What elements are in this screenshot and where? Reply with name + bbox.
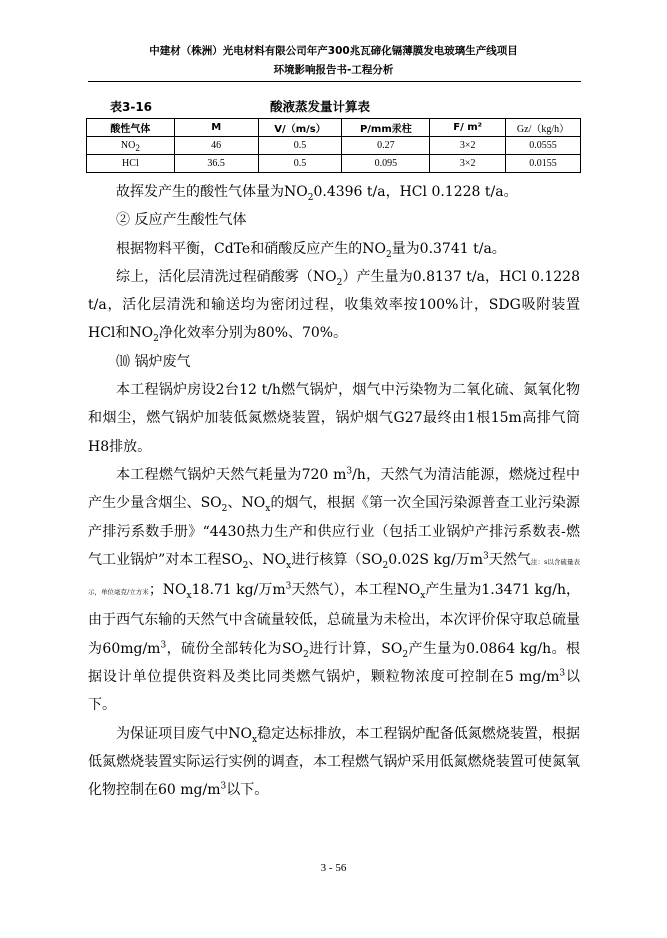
table-cell-gas: HCl [87, 155, 175, 173]
document-header-title: 中建材（株洲）光电材料有限公司年产300兆瓦碲化镉薄膜发电玻璃生产线项目 [149, 45, 518, 57]
table-header-cell: 酸性气体 [87, 119, 175, 137]
footnote-note: 注：s以含硫量表示，单位毫克/立方米 [88, 557, 580, 597]
paragraph: 本工程燃气锅炉天然气耗量为720 $m^3/h$，天然气为清洁能源，燃烧过程中产生少量含烟尘、$SO_2$、$NO_x$的烟气，根据《第一次全国污染源普查工业污染源产排污系数手册》“4430热力生产和供应行业（包括工业锅炉产排污系数表-燃气工业锅炉”对本工程$SO_2$、$NO_x$进行核算（$SO_20.02S$ kg/万$m^3$天然气注：s以含硫量表示，单位毫克/立方米；$NO_x18.71$ kg/万$m^3$天然气），本工程$NO_x$产生量为1.3471 kg/h，由于西气东输的天然气中含硫量较低，总硫量为未检出，本次评价保守取总硫量为$60mg/m^3$，硫份全部转化为$SO_2$进行计算，$SO_2$产生量为0.0864 kg/h。根据设计单位提供资料及类比同类燃气锅炉，颗粒物浓度可控制在5 $mg/m^3$以下。 [88, 466, 581, 714]
table-cell: 0.5 [258, 137, 342, 155]
table-cell: 0.0555 [506, 137, 581, 155]
table-header-cell: F/ m² [430, 119, 506, 137]
table-cell-gas: $NO_2$ [87, 137, 175, 155]
paragraph: 综上，活化层清洗过程硝酸雾$(NO_2)$产生量为0.8137 t/a，HCl 0.1228 t/a，活化层清洗和输送均为密闭过程，收集效率按100%计，SDG吸附装置HCl和$NO_2$净化效率分别为80%、70%。 [88, 268, 580, 345]
table-row [87, 137, 581, 155]
document-header-subtitle: 环境影响报告书-工程分析 [273, 64, 394, 76]
table-cell: 36.5 [174, 155, 258, 173]
paragraph: 根据物料平衡，CdTe和硝酸反应产生的$NO_2$量为0.3741 t/a。 [116, 240, 506, 260]
table-cell: 3×2 [430, 137, 506, 155]
table-row [87, 155, 581, 173]
table-header-cell: P/mm汞柱 [342, 119, 430, 137]
page-number: 3 - 56 [320, 862, 347, 874]
table-header-row [87, 119, 581, 137]
table-header-cell: V/（m/s） [258, 119, 342, 137]
paragraph: 本工程锅炉房设2台12 t/h燃气锅炉，烟气中污染物为二氧化硫、氮氧化物和烟尘，燃气锅炉加装低氮燃烧装置，锅炉烟气G27最终由1根15m高排气筒H8排放。 [88, 382, 580, 455]
header-divider [88, 81, 581, 82]
table-cell: 46 [174, 137, 258, 155]
table-cell: 0.0155 [506, 155, 581, 173]
paragraph: 为保证项目废气中$NO_x$稳定达标排放，本工程锅炉配备低氮燃烧装置，根据低氮燃烧装置实际运行实例的调查，本工程燃气锅炉采用低氮燃烧装置可使氮氧化物控制在60 $mg/m^3$以下。 [88, 725, 581, 799]
body-text [88, 178, 580, 805]
table-caption-title: 酸液蒸发量计算表 [270, 99, 371, 114]
table-header-cell: Gz/（kg/h） [506, 119, 581, 137]
table-cell: 0.5 [258, 155, 342, 173]
table-cell: 0.095 [342, 155, 430, 173]
table-header-cell: M [174, 119, 258, 137]
acid-evaporation-table [86, 118, 581, 173]
subheading-boiler-exhaust: ⑽ 锅炉废气 [116, 353, 191, 370]
table-cell: 3×2 [430, 155, 506, 173]
table-caption-number: 表3-16 [110, 100, 153, 114]
table-cell: 0.27 [342, 137, 430, 155]
subheading-reaction-acid-gas: ② 反应产生酸性气体 [116, 212, 247, 229]
paragraph: 故挥发产生的酸性气体量为$NO_20.4396$ t/a，HCl 0.1228 t/a。 [116, 184, 518, 203]
